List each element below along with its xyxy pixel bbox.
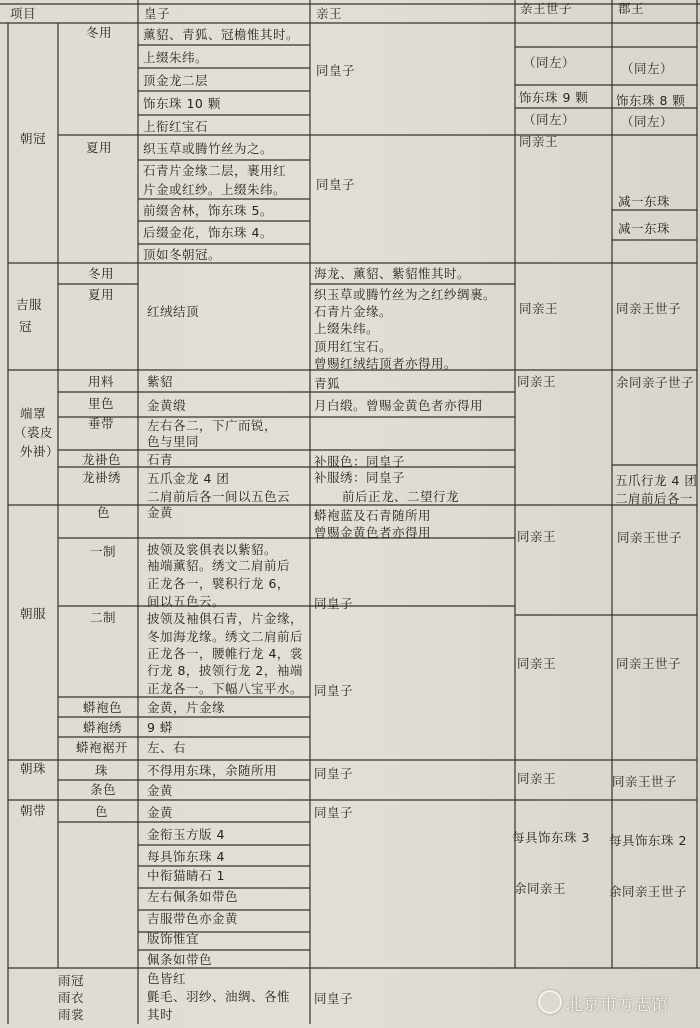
header-item: 项目 [10,6,37,21]
shizi-cell: 同亲王 [517,374,557,389]
sub-label: 夏用 [86,140,113,155]
sub-label: 垂带 [88,416,115,431]
junwang-cell: 同亲王世子 [612,774,678,789]
sub-label: 珠 [95,763,109,778]
shizi-cell: 余同亲王 [514,881,567,896]
junwang-cell: 减一东珠 [618,194,671,209]
prince-cell: 红绒结顶 [147,304,200,319]
sub-label: 冬用 [86,25,113,40]
prince-cell: 间以五色云。 [147,594,226,609]
sub-label: 蟒袍裾开 [76,740,129,755]
shizi-cell: （同左） [523,55,576,70]
junwang-cell: 余同亲王世子 [609,884,688,899]
prince-cell: 薰貂、青狐、冠檐惟其时。 [143,27,300,42]
qinwang-cell: 蟒袍蓝及石青随所用 [314,508,432,523]
shizi-cell: （同左） [523,112,576,127]
prince-cell: 色与里同 [147,434,200,449]
shizi-cell: 饰东珠 9 颗 [519,90,589,105]
prince-cell: 金衔玉方版 4 [147,827,225,842]
prince-cell: 前缀舍林，饰东珠 5。 [143,203,273,218]
qinwang-cell: 海龙、薰貂、紫貂惟其时。 [314,266,471,281]
prince-cell: 石青片金缘二层，裹用红 [143,163,287,178]
junwang-cell: 同亲王世子 [616,301,682,316]
sub-label: 里色 [88,396,115,411]
header-shizi: 亲王世子 [520,1,573,16]
section-label-chaozhu: 朝珠 [20,761,47,776]
sub-label: 冬用 [88,266,115,281]
prince-cell: 其时 [147,1007,174,1022]
prince-cell: 紫貂 [147,374,174,389]
qinwang-cell: 同皇子 [316,63,356,78]
prince-cell: 左、右 [147,740,187,755]
header-prince: 皇子 [144,6,171,21]
qinwang-cell: 同皇子 [314,766,354,781]
qinwang-cell: 同皇子 [316,177,356,192]
prince-cell: 吉服带色亦金黄 [147,911,239,926]
prince-cell: 佩条如带色 [147,952,213,967]
shizi-cell: 同亲王 [519,301,559,316]
prince-cell: 上缀朱纬。 [143,50,209,65]
shizi-cell: 同亲王 [517,529,557,544]
prince-cell: 氈毛、羽纱、油绸、各惟 [147,989,291,1004]
prince-cell: 上衔红宝石 [143,119,209,134]
prince-cell: 正龙各一，腰帷行龙 4，裳 [147,646,303,661]
wechat-icon [538,990,562,1014]
sub-label: 二制 [90,610,117,625]
sub-label: 用料 [88,374,115,389]
prince-cell: 五爪金龙 4 团 [147,471,230,486]
section-label-jifuguan: 吉服 [16,297,43,312]
prince-cell: 正龙各一。下幅八宝平水。 [147,681,304,696]
prince-cell: 9 蟒 [147,720,173,735]
qinwang-cell: 同皇子 [314,683,354,698]
prince-cell: 片金或红纱。上缀朱纬。 [143,182,287,197]
sub-label: 雨衣 [58,990,85,1005]
junwang-cell: 减一东珠 [618,221,671,236]
section-label-chaoguan: 朝冠 [20,131,47,146]
junwang-cell: 五爪行龙 4 团 [615,473,698,488]
sub-label: 龙褂绣 [82,470,122,485]
section-label-chaodai: 朝带 [20,803,47,818]
prince-cell: 后缀金花，饰东珠 4。 [143,225,273,240]
sub-label: 雨冠 [58,973,85,988]
prince-cell: 左右各二，下广而锐， [147,418,278,433]
watermark [538,990,668,1015]
shizi-cell: 同亲王 [517,771,557,786]
prince-cell: 金黄 [147,805,174,820]
section-label-duanzhao: （裘皮 [14,425,54,440]
qinwang-cell: 月白缎。曾赐金黄色者亦得用 [314,398,484,413]
qinwang-cell: 前后正龙、二望行龙 [342,489,460,504]
prince-cell: 版饰惟宜 [147,931,200,946]
qinwang-cell: 曾赐金黄色者亦得用 [314,525,432,540]
qinwang-cell: 同皇子 [314,991,354,1006]
section-label-duanzhao: 外褂） [20,444,60,459]
prince-cell: 袖端薰貂。绣文二肩前后 [147,558,291,573]
qinwang-cell: 上缀朱纬。 [314,321,380,336]
prince-cell: 中衔猫睛石 1 [147,868,225,883]
section-label-chaofu: 朝服 [20,606,47,621]
qinwang-cell: 补服色：同皇子 [314,454,406,469]
qinwang-cell: 同皇子 [314,805,354,820]
section-label-jifuguan: 冠 [19,319,33,334]
prince-cell: 每具饰东珠 4 [147,849,225,864]
prince-cell: 披领及袖俱石青，片金缘， [147,611,304,626]
junwang-cell: 同亲王世子 [616,656,682,671]
sub-label: 蟒袍绣 [83,720,123,735]
shizi-cell: 每具饰东珠 3 [512,830,590,845]
qinwang-cell: 织玉草或腾竹丝为之红纱绸裹。 [314,287,497,302]
prince-cell: 色皆红 [147,971,187,986]
sub-label: 一制 [90,544,117,559]
prince-cell: 不得用东珠，余随所用 [147,763,278,778]
junwang-cell: 同亲王世子 [617,530,683,545]
prince-cell: 顶金龙二层 [143,73,209,88]
prince-cell: 二肩前后各一间以五色云 [147,489,291,504]
sub-label: 夏用 [88,287,115,302]
prince-cell: 饰东珠 10 颗 [143,96,221,111]
qinwang-cell: 顶用红宝石。 [314,339,393,354]
prince-cell: 行龙 8，披领行龙 2，袖端 [147,663,303,678]
junwang-cell: （同左） [621,114,674,129]
prince-cell: 正龙各一，襞积行龙 6， [147,576,290,591]
prince-cell: 左右佩条如带色 [147,889,239,904]
shizi-cell: 同亲王 [519,134,559,149]
sub-label: 龙褂色 [82,452,122,467]
prince-cell: 织玉草或腾竹丝为之。 [143,141,274,156]
header-junwang: 郡王 [618,1,645,16]
qinwang-cell: 同皇子 [314,596,354,611]
sub-label: 蟒袍色 [83,700,123,715]
header-qinwang: 亲王 [316,6,343,21]
prince-cell: 金黄，片金缘 [147,700,226,715]
prince-cell: 披领及裳俱表以紫貂。 [147,542,278,557]
junwang-cell: （同左） [621,61,674,76]
sub-label: 色 [95,804,109,819]
prince-cell: 顶如冬朝冠。 [143,247,222,262]
junwang-cell: 每具饰东珠 2 [609,833,687,848]
shizi-cell: 同亲王 [517,656,557,671]
qinwang-cell: 补服绣：同皇子 [314,470,406,485]
junwang-cell: 二肩前后各一 [615,491,694,506]
junwang-cell: 余同亲子世子 [616,375,695,390]
sub-label: 条色 [90,782,117,797]
sub-label: 雨裳 [58,1007,85,1022]
watermark-text: 北京市方志馆 [566,995,668,1015]
qinwang-cell: 石青片金缘。 [314,304,393,319]
prince-cell: 石青 [147,452,174,467]
section-label-duanzhao: 端罩 [20,406,47,421]
qinwang-cell: 青狐 [314,376,341,391]
qinwang-cell: 曾赐红绒结顶者亦得用。 [314,356,458,371]
prince-cell: 金黄缎 [147,398,187,413]
prince-cell: 金黄 [147,783,174,798]
prince-cell: 金黄 [147,505,174,520]
prince-cell: 冬加海龙缘。绣文二肩前后 [147,629,304,644]
junwang-cell: 饰东珠 8 颗 [616,93,686,108]
sub-label: 色 [97,505,111,520]
